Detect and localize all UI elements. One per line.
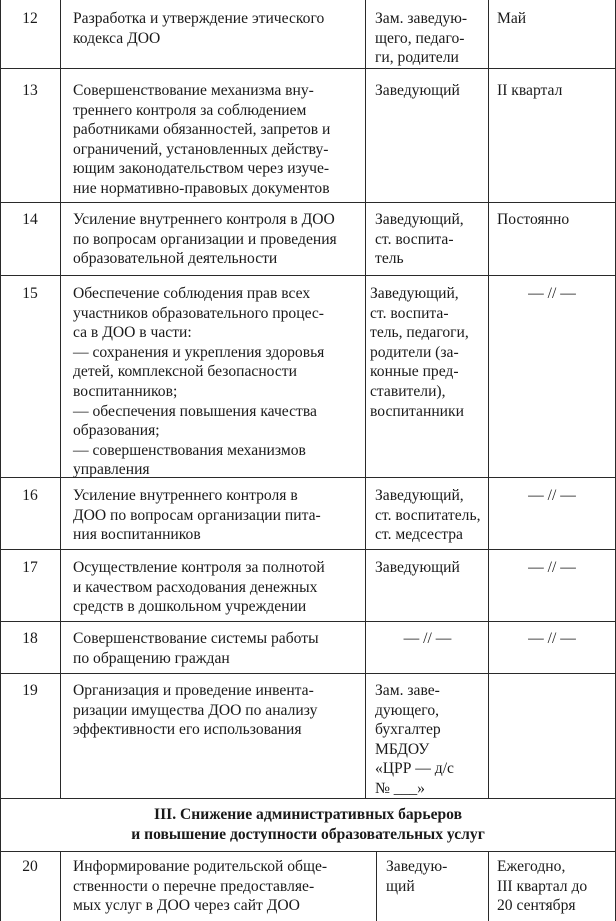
row-divider: [0, 202, 616, 203]
row-number: 16: [22, 487, 38, 504]
column-divider: [60, 0, 61, 798]
row-divider: [0, 549, 616, 550]
responsible-cell: Зам. заведую- щего, педаго- ги, родители: [375, 10, 468, 67]
column-divider: [365, 0, 366, 798]
row-number: 15: [22, 285, 38, 302]
term-cell: — // —: [528, 285, 576, 302]
responsible-cell: Зам. заве- дующего, бухгалтер МБДОУ «ЦРР — д/с № ___»: [375, 682, 454, 797]
task-cell: Совершенствование системы работы по обращению граждан: [73, 630, 319, 667]
row-divider: [0, 851, 616, 852]
responsible-cell: Заведующий, ст. воспита- тель: [375, 211, 464, 268]
task-cell: Совершенствование механизма вну- треннего контроля за соблюдением работниками обязанностей, запретов и ограничений, установленных действу- ющим законодательством через изуче- ние нормативно-правовых документов: [73, 82, 331, 197]
column-divider: [376, 851, 377, 921]
task-cell: Информирование родительской обще- ственности о перечне предоставляе- мых услуг в ДОО через сайт ДОО: [73, 858, 328, 915]
row-number: 20: [22, 858, 38, 875]
row-divider: [0, 275, 616, 276]
term-cell: Май: [497, 10, 527, 27]
row-number: 14: [22, 211, 38, 228]
column-divider: [0, 0, 1, 921]
responsible-cell: Заведующий, ст. воспита- тель, педагоги, родители (за- конные пред- ставители), воспитанники: [370, 285, 469, 420]
responsible-cell: Заведующий: [375, 82, 460, 99]
term-cell: II квартал: [497, 82, 563, 99]
responsible-cell: Заведующий: [375, 559, 460, 576]
responsible-cell: Заведующий, ст. воспитатель, ст. медсестра: [375, 487, 481, 544]
row-divider: [0, 673, 616, 674]
row-number: 13: [22, 82, 38, 99]
term-cell: Постоянно: [497, 211, 570, 228]
term-cell: — // —: [528, 630, 576, 647]
term-cell: — // —: [528, 487, 576, 504]
row-divider: [0, 68, 616, 69]
term-cell: — // —: [528, 559, 576, 576]
row-number: 19: [22, 682, 38, 699]
task-cell: Усиление внутреннего контроля в ДОО по вопросам организации и проведения образовательной деятельности: [73, 211, 337, 268]
task-cell: Осуществление контроля за полнотой и качеством расходования денежных средств в дошкольном учреждении: [73, 559, 325, 616]
row-divider: [0, 621, 616, 622]
section-heading: III. Снижение административных барьеров и повышение доступности образовательных услуг: [131, 806, 485, 843]
task-cell: Организация и проведение инвента- ризации имущества ДОО по анализу эффективности его использования: [73, 682, 318, 739]
task-cell: Обеспечение соблюдения прав всех участников образовательного процес- са в ДОО в части: — сохранения и укрепления здоровья детей, комплексной безопасности воспитанников; — обеспечения повышения качества образования; — совершенствования механизмов управления: [73, 285, 325, 479]
column-divider: [488, 851, 489, 921]
row-number: 17: [22, 559, 38, 576]
responsible-cell: Заведую- щий: [386, 858, 448, 895]
task-cell: Разработка и утверждение этического кодекса ДОО: [73, 10, 325, 47]
row-divider: [0, 798, 616, 799]
responsible-cell: — // —: [403, 630, 452, 647]
row-number: 18: [22, 630, 38, 647]
term-cell: Ежегодно, III квартал до 20 сентября: [497, 858, 588, 915]
column-divider: [488, 0, 489, 798]
column-divider: [60, 851, 61, 921]
row-number: 12: [22, 10, 38, 27]
task-cell: Усиление внутреннего контроля в ДОО по вопросам организации пита- ния воспитанников: [73, 487, 321, 544]
